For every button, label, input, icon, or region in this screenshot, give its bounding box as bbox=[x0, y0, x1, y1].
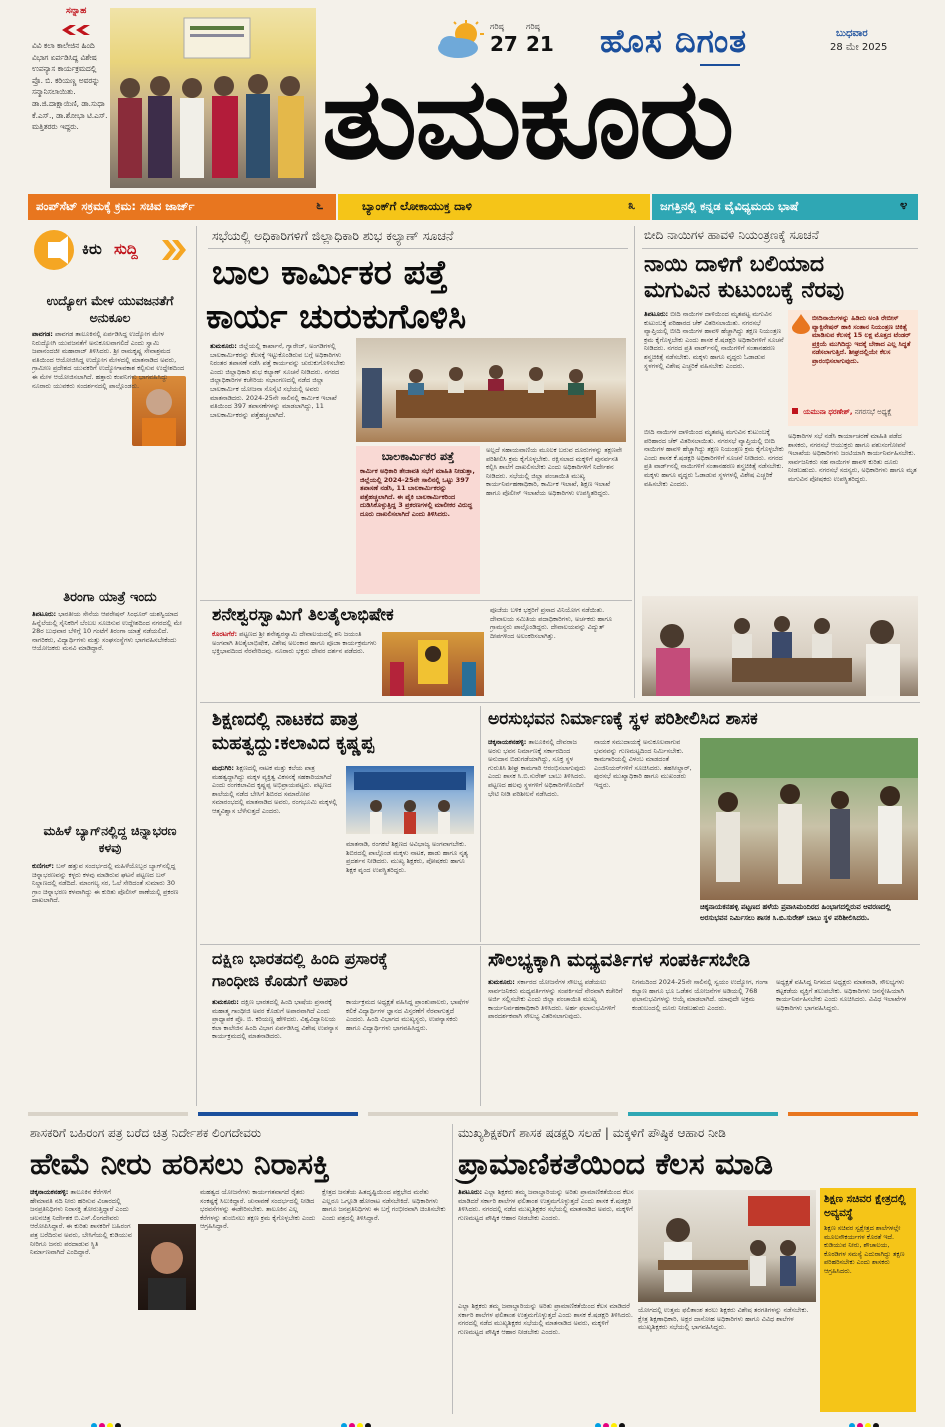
lead-body bbox=[210, 342, 352, 596]
lingadevaru-photo bbox=[138, 1224, 196, 1310]
hindi-col2: ಕಾರ್ಯಕ್ರಮದ ಅಧ್ಯಕ್ಷತೆ ವಹಿಸಿದ್ದ ಪ್ರಾಂಶುಪಾಲರು, ಭಾಷೆಗಳ ಕಲಿಕೆ ವಿದ್ಯಾರ್ಥಿಗಳ ಜ್ಞಾನದ ವಿಸ್ತರಣೆಗೆ ನೆರವಾಗುತ್ತದೆ ಎಂದರು. ಹಿಂದಿ ವಿಭಾಗದ ಮುಖ್ಯಸ್ಥರು, ಉಪನ್ಯಾಸಕರು ಹಾಗೂ ವಿದ್ಯಾರ್ಥಿಗಳು ಭಾಗವಹಿಸಿದ್ದರು. bbox=[346, 998, 469, 1032]
dog-box-text: ಬೀದಿನಾಯಿಗಳನ್ನು ಹಿಡಿದು ಅಂತಿ ರೇಬೀಸ್ ವ್ಯಾಕ್ಸಿನೇಷನ್ ಹಾಕಿ ಸಂತಾನ ನಿಯಂತ್ರಣ ಚಿಕಿತ್ಸೆ ಮಾಡಿಸುವ ಕೆಲಸಕ್ಕೆ 15 ಲಕ್ಷ ಮೊತ್ತದ ಟೆಂಡರ್ ಪ್ರಕ್ರಿಯೆ ಮುಗಿದಿದ್ದು ಇದಕ್ಕೆ ಬೇಕಾದ ಎಲ್ಲ ಸಿದ್ಧತೆ ನಡೆಸಲಾಗುತ್ತಿದೆ. ಶೀಘ್ರದಲ್ಲಿಯೇ ಕೆಲಸ ಪ್ರಾರಂಭಿಸಲಾಗುವುದು. bbox=[812, 314, 911, 365]
drama-body bbox=[212, 764, 340, 942]
kirusuddi-item1-byline: ಪಾವಗಡ: bbox=[32, 330, 53, 338]
shani-body bbox=[212, 630, 380, 696]
lingadevaru-body-text: ತಾಲೂಕಿನ ಕೆರೆಗಳಿಗೆ ಹೇಮಾವತಿ ನದಿ ನೀರು ಹರಿಸುವ ವಿಚಾರದಲ್ಲಿ ಜನಪ್ರತಿನಿಧಿಗಳು ನಿರಾಸಕ್ತಿ ತೋರುತ್ತಿದ್ದಾರೆ ಎಂದು ಚಲನಚಿತ್ರ ನಿರ್ದೇಶಕ ಬಿ.ಎಸ್.ಲಿಂಗದೇವರು ಆರೋಪಿಸಿದ್ದಾರೆ. ಈ ಕುರಿತು ಶಾಸಕರಿಗೆ ಬಹಿರಂಗ ಪತ್ರ ಬರೆದಿರುವ ಅವರು, ಬೇಸಿಗೆಯಲ್ಲಿ ಕುಡಿಯುವ ನೀರಿಗೂ ಜನರು ಪರದಾಡುವ ಸ್ಥಿತಿ ನಿರ್ಮಾಣವಾಗಿದೆ ಎಂದಿದ್ದಾರೆ. bbox=[30, 1188, 132, 1257]
drama-body-text: ಶಿಕ್ಷಣದಲ್ಲಿ ನಾಟಕ ಮತ್ತು ಕಲೆಯ ಪಾತ್ರ ಮಹತ್ವದ್ದಾಗಿದ್ದು ಮಕ್ಕಳ ವ್ಯಕ್ತಿತ್ವ ವಿಕಸನಕ್ಕೆ ಸಹಕಾರಿಯಾಗಿದೆ ಎಂದು ರಂಗಕಲಾವಿದ ಕೃಷ್ಣಪ್ಪ ಅಭಿಪ್ರಾಯಪಟ್ಟರು. ಪಟ್ಟಣದ ಶಾಲೆಯಲ್ಲಿ ನಡೆದ ಬೇಸಿಗೆ ಶಿಬಿರದ ಸಮಾರೋಪ ಸಮಾರಂಭದಲ್ಲಿ ಮಾತನಾಡಿದ ಅವರು, ರಂಗಭೂಮಿ ಮಕ್ಕಳಲ್ಲಿ ಆತ್ಮವಿಶ್ವಾಸ ಬೆಳೆಸುತ್ತದೆ ಎಂದರು. bbox=[212, 764, 338, 815]
dog-col1b: ಬೀದಿ ನಾಯಿಗಳ ದಾಳಿಯಿಂದ ಮೃತಪಟ್ಟ ಮಗುವಿನ ಕುಟುಂಬಕ್ಕೆ ಪರಿಹಾರದ ಚೆಕ್ ವಿತರಿಸಲಾಯಿತು. ನಗರಸಭೆ ವ್ಯಾಪ್ತಿಯಲ್ಲಿ ಬೀದಿ ನಾಯಿಗಳ ಹಾವಳಿ ಹೆಚ್ಚಾಗಿದ್ದು ತಕ್ಷಣ ನಿಯಂತ್ರಣ ಕ್ರಮ ಕೈಗೊಳ್ಳಬೇಕು ಎಂದು ಶಾಸಕ ಕೆ.ಷಡಕ್ಷರಿ ಅಧಿಕಾರಿಗಳಿಗೆ ಸೂಚನೆ ನೀಡಿದರು. ನಗರದ ಪ್ರತಿ ವಾರ್ಡ್‌ನಲ್ಲಿ ನಾಯಿಗಳಿಗೆ ಸಂತಾನಹರಣ ಶಸ್ತ್ರಚಿಕಿತ್ಸೆ ನಡೆಸಬೇಕು. ಮಕ್ಕಳು ಹಾಗೂ ವೃದ್ಧರು ಓಡಾಡುವ ಸ್ಥಳಗಳಲ್ಲಿ ವಿಶೇಷ ಎಚ್ಚರಿಕೆ ವಹಿಸಬೇಕು ಎಂದರು. bbox=[644, 428, 784, 488]
drop-icon bbox=[792, 314, 810, 334]
lead-headline-2: ಕಾರ್ಯ ಚುರುಕುಗೊಳಿಸಿ bbox=[206, 297, 467, 337]
shani-headline: ಶನೇಶ್ವರಸ್ವಾಮಿಗೆ ತಿಲತೈಲಾಭಿಷೇಕ bbox=[212, 605, 394, 625]
chevron-badge-icon bbox=[62, 20, 96, 30]
palace-caption: ಚಿಕ್ಕನಾಯಕನಹಳ್ಳಿ ಪಟ್ಟಣದ ಹಳೆಯ ಪ್ರವಾಸಿಮಂದಿರದ ಹಿಂಭಾಗದಲ್ಲಿರುವ ಆವರಣದಲ್ಲಿ ಅರಸುಭವನ ನಿರ್ಮಿಸಲು ಶಾಸಕ ಸಿ.ಬಿ.ಸುರೇಶ್ ಬಾಬು ಸ್ಥಳ ಪರಿಶೀಲಿಸಿದರು. bbox=[700, 903, 891, 922]
kirusuddi-label-a: ಕಿರು bbox=[82, 240, 102, 258]
dog-box-attribution bbox=[792, 408, 914, 417]
dog-body-text: ಬೀದಿ ನಾಯಿಗಳ ದಾಳಿಯಿಂದ ಮೃತಪಟ್ಟ ಮಗುವಿನ ಕುಟುಂಬಕ್ಕೆ ಪರಿಹಾರದ ಚೆಕ್ ವಿತರಿಸಲಾಯಿತು. ನಗರಸಭೆ ವ್ಯಾಪ್ತಿಯಲ್ಲಿ ಬೀದಿ ನಾಯಿಗಳ ಹಾವಳಿ ಹೆಚ್ಚಾಗಿದ್ದು ತಕ್ಷಣ ನಿಯಂತ್ರಣ ಕ್ರಮ ಕೈಗೊಳ್ಳಬೇಕು ಎಂದು ಶಾಸಕ ಕೆ.ಷಡಕ್ಷರಿ ಅಧಿಕಾರಿಗಳಿಗೆ ಸೂಚನೆ ನೀಡಿದರು. ನಗರದ ಪ್ರತಿ ವಾರ್ಡ್‌ನಲ್ಲಿ ನಾಯಿಗಳಿಗೆ ಸಂತಾನಹರಣ ಶಸ್ತ್ರಚಿಕಿತ್ಸೆ ನಡೆಸಬೇಕು. ಮಕ್ಕಳು ಹಾಗೂ ವೃದ್ಧರು ಓಡಾಡುವ ಸ್ಥಳಗಳಲ್ಲಿ ವಿಶೇಷ ಎಚ್ಚರಿಕೆ ವಹಿಸಬೇಕು ಎಂದರು. bbox=[644, 310, 784, 370]
palace-body-text: ತಾಲೂಕಿನಲ್ಲಿ ದೇವರಾಜ ಅರಸು ಭವನ ನಿರ್ಮಾಣಕ್ಕೆ ಸರ್ಕಾರದಿಂದ ಅನುದಾನ ಬಿಡುಗಡೆಯಾಗಿದ್ದು, ಸೂಕ್ತ ಸ್ಥಳ ಗುರುತಿಸಿ ಶೀಘ್ರ ಕಾಮಗಾರಿ ಆರಂಭಿಸಲಾಗುವುದು ಎಂದು ಶಾಸಕ ಸಿ.ಬಿ.ಸುರೇಶ್ ಬಾಬು ತಿಳಿಸಿದರು. ಪಟ್ಟಣದ ಹಲವು ಸ್ಥಳಗಳಿಗೆ ಅಧಿಕಾರಿಗಳೊಂದಿಗೆ ಭೇಟಿ ನೀಡಿ ಪರಿಶೀಲನೆ ನಡೆಸಿದರು. bbox=[488, 738, 586, 798]
megaphone-icon bbox=[34, 230, 74, 270]
drama-headline-1: ಶಿಕ್ಷಣದಲ್ಲಿ ನಾಟಕದ ಪಾತ್ರ bbox=[212, 709, 359, 730]
lead-kicker: ಸಭೆಯಲ್ಲಿ ಅಧಿಕಾರಿಗಳಿಗೆ ಜಿಲ್ಲಾಧಿಕಾರಿ ಶುಭ ಕಲ್ಯಾಣ್ ಸೂಚನೆ bbox=[212, 228, 454, 243]
drama-headline-2: ಮಹತ್ವದ್ದು:ಕಲಾವಿದ ಕೃಷ್ಣಪ್ಪ bbox=[212, 733, 375, 754]
civic-col2: ನಿಗಮದಿಂದ 2024-25ನೇ ಸಾಲಿನಲ್ಲಿ ಸ್ವಯಂ ಉದ್ಯೋಗ, ಗಂಗಾ ಕಲ್ಯಾಣ ಹಾಗೂ ಭೂ ಒಡೆತನ ಯೋಜನೆಗಳ ಅಡಿಯಲ್ಲಿ 768 ಫಲಾನುಭವಿಗಳನ್ನು ಆಯ್ಕೆ ಮಾಡಲಾಗಿದೆ. ಯಾವುದೇ ಅಕ್ರಮ ಕಂಡುಬಂದಲ್ಲಿ ದೂರು ನೀಡಬಹುದು ಎಂದರು. bbox=[632, 978, 768, 1012]
kirusuddi-item2-title: ತಿರಂಗಾ ಯಾತ್ರೆ ಇಂದು bbox=[63, 590, 157, 605]
shani-body-text: ಪಟ್ಟಣದ ಶ್ರೀ ಶನೇಶ್ವರಸ್ವಾಮಿ ದೇವಾಲಯದಲ್ಲಿ ಶನಿ ಜಯಂತಿ ಅಂಗವಾಗಿ ತಿಲತೈಲಾಭಿಷೇಕ, ವಿಶೇಷ ಅಲಂಕಾರ ಹಾಗೂ ಪೂಜಾ ಕಾರ್ಯಕ್ರಮಗಳು ಭಕ್ತಿಭಾವದಿಂದ ನೆರವೇರಿದವು. ನೂರಾರು ಭಕ್ತರು ದೇವರ ದರ್ಶನ ಪಡೆದರು. bbox=[212, 630, 377, 656]
top-photo-caption: ವಿವಿ ಕಲಾ ಕಾಲೇಜಿನ ಹಿಂದಿ ವಿಭಾಗ ಏರ್ಪಡಿಸಿದ್ದ ವಿಶೇಷ ಉಪನ್ಯಾಸ ಕಾರ್ಯಕ್ರಮದಲ್ಲಿ ಪ್ರೊ. ಬಿ. ಕರಿಯಣ್ಣ ಅವರನ್ನು ಸನ್ಮಾನಿಸಲಾಯಿತು. ಡಾ.ಜಿ.ದಾಕ್ಷಾಯಿಣಿ, ಡಾ.ಸುಧಾ ಕೆ.ಎಸ್., ಡಾ.ಶೋಭಾ ಟಿ.ಎಸ್. ಮತ್ತಿತರರು ಇದ್ದರು. bbox=[32, 41, 108, 132]
teaser-1-text: ಪಂಪ್‌ಸೆಟ್ ಸಕ್ರಮಕ್ಕೆ ಕ್ರಮ: ಸಚಿವ ಜಾರ್ಜ್ bbox=[36, 199, 195, 213]
drama-palace-divider bbox=[480, 706, 481, 942]
bullet-icon bbox=[792, 408, 798, 414]
dog-headline-2: ಮಗುವಿನ ಕುಟುಂಬಕ್ಕೆ ನೆರವು bbox=[644, 278, 845, 303]
kirusuddi-item3-body bbox=[32, 862, 186, 1102]
hindi-body bbox=[212, 998, 340, 1104]
civic-col3: ಅಧ್ಯಕ್ಷತೆ ವಹಿಸಿದ್ದ ನಿಗಮದ ಅಧ್ಯಕ್ಷರು ಮಾತನಾಡಿ, ಸೌಲಭ್ಯಗಳು ಕಟ್ಟಕಡೆಯ ವ್ಯಕ್ತಿಗೆ ತಲುಪಬೇಕು. ಅಧಿಕಾರಿಗಳು ಜನಸ್ನೇಹಿಯಾಗಿ ಕಾರ್ಯನಿರ್ವಹಿಸಬೇಕು ಎಂದು ಸೂಚಿಸಿದರು. ವಿವಿಧ ಇಲಾಖೆಗಳ ಅಧಿಕಾರಿಗಳು ಭಾಗವಹಿಸಿದ್ದರು. bbox=[776, 978, 907, 1012]
section-color-band bbox=[28, 1112, 918, 1116]
palace-col2: ನಾಯಕ ಸಮುದಾಯಕ್ಕೆ ಅನುಕೂಲವಾಗುವ ಭವನವನ್ನು ಗುಣಮಟ್ಟದಿಂದ ನಿರ್ಮಿಸಬೇಕು. ಕಾಮಗಾರಿಯಲ್ಲಿ ವಿಳಂಬ ಮಾಡದಂತೆ ಎಂಜಿನಿಯರ್‌ಗಳಿಗೆ ಸೂಚಿಸಿದರು. ತಹಸೀಲ್ದಾರ್, ಪುರಸಭೆ ಮುಖ್ಯಾಧಿಕಾರಿ ಹಾಗೂ ಮುಖಂಡರು ಇದ್ದರು. bbox=[594, 738, 692, 789]
honesty-byline: ತಿಪಟೂರು: bbox=[458, 1188, 483, 1196]
lingadevaru-headline: ಹೇಮೆ ನೀರು ಹರಿಸಲು ನಿರಾಸಕ್ತಿ bbox=[30, 1147, 330, 1182]
masthead bbox=[0, 0, 945, 192]
mid-rule bbox=[200, 702, 920, 703]
kirusuddi-item3-title: ಮಹಿಳೆ ಬ್ಯಾಗ್‌ನಲ್ಲಿದ್ದ ಚಿನ್ನಾಭರಣ ಕಳವು bbox=[43, 823, 177, 855]
hindi-story[interactable] bbox=[200, 946, 478, 1106]
dog-byline: ತಿಪಟೂರು: bbox=[644, 310, 669, 318]
teaser-1-page: ೬ bbox=[316, 198, 324, 213]
drama-col2: ಮಾತನಾಡಿ, ರಂಗಕಲೆ ಶಿಕ್ಷಣದ ಅವಿಭಾಜ್ಯ ಅಂಗವಾಗಬೇಕು. ಶಿಬಿರದಲ್ಲಿ ಪಾಲ್ಗೊಂಡ ಮಕ್ಕಳು ನಾಟಕ, ಹಾಡು ಹಾಗೂ ನೃತ್ಯ ಪ್ರದರ್ಶನ ನೀಡಿದರು. ಮುಖ್ಯ ಶಿಕ್ಷಕರು, ಪೋಷಕರು ಹಾಗೂ ಶಿಕ್ಷಕ ವೃಂದ ಉಪಸ್ಥಿತರಿದ್ದರು. bbox=[346, 840, 468, 874]
dog-quote-box bbox=[788, 310, 918, 426]
min-temp-label: ಗರಿಷ್ಠ bbox=[526, 22, 540, 31]
dog-box-name: ಯಮುನಾ ಧರಣೇಶ್, bbox=[803, 408, 853, 416]
shani-byline: ಕೊರಟಗೆರೆ: bbox=[212, 630, 238, 638]
lead-byline: ತುಮಕೂರು: bbox=[210, 342, 237, 350]
honesty-box-body: ಶಿಕ್ಷಣ ಸಚಿವರ ಸ್ವಕ್ಷೇತ್ರದ ಶಾಲೆಗಳಲ್ಲೇ ಮೂಲಸೌಕರ್ಯಗಳ ಕೊರತೆ ಇದೆ. ಕುಡಿಯುವ ನೀರು, ಶೌಚಾಲಯ, ಕೊಠಡಿಗಳ ಸಮಸ್ಯೆ ಎದುರಾಗಿದ್ದು ತಕ್ಷಣ ಪರಿಹರಿಸಬೇಕು ಎಂದು ಶಾಸಕರು ಆಗ್ರಹಿಸಿದರು. bbox=[824, 1224, 905, 1275]
dog-photo bbox=[642, 596, 918, 696]
hindi-body-text: ದಕ್ಷಿಣ ಭಾರತದಲ್ಲಿ ಹಿಂದಿ ಭಾಷೆಯ ಪ್ರಸಾರಕ್ಕೆ ಮಹಾತ್ಮ ಗಾಂಧೀಜಿ ಅವರ ಕೊಡುಗೆ ಅಪಾರವಾಗಿದೆ ಎಂದು ಪ್ರಾಧ್ಯಾಪಕ ಪ್ರೊ. ಬಿ. ಕರಿಯಣ್ಣ ಹೇಳಿದರು. ವಿಶ್ವವಿದ್ಯಾನಿಲಯ ಕಲಾ ಕಾಲೇಜಿನ ಹಿಂದಿ ವಿಭಾಗ ಏರ್ಪಡಿಸಿದ್ದ ವಿಶೇಷ ಉಪನ್ಯಾಸ ಕಾರ್ಯಕ್ರಮದಲ್ಲಿ ಮಾತನಾಡಿದರು. bbox=[212, 998, 339, 1041]
hindi-headline-1: ದಕ್ಷಿಣ ಭಾರತದಲ್ಲಿ ಹಿಂದಿ ಪ್ರಸಾರಕ್ಕೆ bbox=[212, 949, 388, 968]
kirusuddi-label-b: ಸುದ್ದಿ bbox=[114, 240, 138, 258]
left-column-divider bbox=[196, 226, 197, 1106]
mid-rule-2 bbox=[200, 944, 920, 945]
palace-body bbox=[488, 738, 590, 940]
lingadevaru-story[interactable] bbox=[28, 1124, 448, 1414]
palace-headline: ಅರಸುಭವನ ನಿರ್ಮಾಣಕ್ಕೆ ಸ್ಥಳ ಪರಿಶೀಲಿಸಿದ ಶಾಸಕ bbox=[488, 709, 758, 729]
honesty-col1b: ಎಲ್ಲಾ ಶಿಕ್ಷಕರು ತಮ್ಮ ಜವಾಬ್ದಾರಿಯನ್ನು ಅರಿತು ಪ್ರಾಮಾಣಿಕತೆಯಿಂದ ಕೆಲಸ ಮಾಡಿದರೆ ಸರ್ಕಾರಿ ಶಾಲೆಗಳ ಫಲಿತಾಂಶ ಉತ್ತಮಗೊಳ್ಳುತ್ತದೆ ಎಂದು ಶಾಸಕ ಕೆ.ಷಡಕ್ಷರಿ ತಿಳಿಸಿದರು. ನಗರದಲ್ಲಿ ನಡೆದ ಮುಖ್ಯಶಿಕ್ಷಕರ ಸಭೆಯಲ್ಲಿ ಮಾತನಾಡಿದ ಅವರು, ಮಕ್ಕಳಿಗೆ ಗುಣಮಟ್ಟದ ಪೌಷ್ಠಿಕ ಆಹಾರ ನೀಡಬೇಕು ಎಂದರು. bbox=[458, 1302, 633, 1336]
drama-photo bbox=[346, 766, 474, 834]
kirusuddi-item3-byline: ಕುಣಿಗಲ್: bbox=[32, 862, 55, 870]
honesty-body-text: ಎಲ್ಲಾ ಶಿಕ್ಷಕರು ತಮ್ಮ ಜವಾಬ್ದಾರಿಯನ್ನು ಅರಿತು ಪ್ರಾಮಾಣಿಕತೆಯಿಂದ ಕೆಲಸ ಮಾಡಿದರೆ ಸರ್ಕಾರಿ ಶಾಲೆಗಳ ಫಲಿತಾಂಶ ಉತ್ತಮಗೊಳ್ಳುತ್ತದೆ ಎಂದು ಶಾಸಕ ಕೆ.ಷಡಕ್ಷರಿ ತಿಳಿಸಿದರು. ನಗರದಲ್ಲಿ ನಡೆದ ಮುಖ್ಯಶಿಕ್ಷಕರ ಸಭೆಯಲ್ಲಿ ಮಾತನಾಡಿದ ಅವರು, ಮಕ್ಕಳಿಗೆ ಗುಣಮಟ್ಟದ ಪೌಷ್ಠಿಕ ಆಹಾರ ನೀಡಬೇಕು ಎಂದರು. bbox=[458, 1188, 634, 1222]
shani-top-rule bbox=[200, 600, 632, 601]
top-photo bbox=[110, 8, 316, 188]
lingadevaru-col2: ಮಹತ್ವದ ಯೋಜನೆಗಳು ಕಾರ್ಯಗತವಾಗದೆ ರೈತರು ಸಂಕಷ್ಟಕ್ಕೆ ಸಿಲುಕಿದ್ದಾರೆ. ಚುನಾವಣೆ ಸಂದರ್ಭದಲ್ಲಿ ನೀಡಿದ ಭರವಸೆಗಳನ್ನು ಈಡೇರಿಸಬೇಕು. ತಾಲೂಕಿನ ಎಲ್ಲ ಕೆರೆಗಳನ್ನು ತುಂಬಿಸಲು ತಕ್ಷಣ ಕ್ರಮ ಕೈಗೊಳ್ಳಬೇಕು ಎಂದು ಆಗ್ರಹಿಸಿದ್ದಾರೆ. bbox=[200, 1188, 316, 1231]
drama-story[interactable] bbox=[200, 706, 478, 944]
honesty-col2: ಯೋಗದಲ್ಲಿ ಉತ್ತಮ ಫಲಿತಾಂಶ ತರಲು ಶಿಕ್ಷಕರು ವಿಶೇಷ ತರಗತಿಗಳನ್ನು ನಡೆಸಬೇಕು. ಕ್ಷೇತ್ರ ಶಿಕ್ಷಣಾಧಿಕಾರಿ, ಅಕ್ಷರ ದಾಸೋಹ ಅಧಿಕಾರಿಗಳು ಹಾಗೂ ವಿವಿಧ ಶಾಲೆಗಳ ಮುಖ್ಯಶಿಕ್ಷಕರು ಸಭೆಯಲ್ಲಿ ಭಾಗವಹಿಸಿದ್ದರು. bbox=[638, 1306, 809, 1332]
brand-logo: ಹೊಸ ದಿಗಂತ bbox=[600, 22, 748, 60]
issue-date: 28 ಮೇ 2025 bbox=[830, 42, 888, 53]
dog-box-role: ನಗರಸಭೆ ಅಧ್ಯಕ್ಷೆ bbox=[854, 408, 892, 416]
dog-kicker-rule bbox=[642, 248, 918, 249]
hindi-byline: ತುಮಕೂರು: bbox=[212, 998, 239, 1006]
city-title: ತುಮಕೂರು bbox=[322, 54, 733, 184]
lead-story[interactable] bbox=[200, 226, 630, 598]
teaser-1[interactable] bbox=[28, 194, 336, 220]
dog-story[interactable] bbox=[638, 226, 920, 698]
kirusuddi-item2-byline: ತಿಪಟೂರು: bbox=[32, 610, 57, 618]
min-temp: 21 bbox=[526, 32, 554, 56]
drama-byline: ಮಧುಗಿರಿ: bbox=[212, 764, 235, 772]
honesty-photo bbox=[638, 1190, 816, 1302]
lead-dog-divider bbox=[634, 226, 635, 698]
max-temp-label: ಗರಿಷ್ಠ bbox=[490, 22, 504, 31]
teaser-3[interactable] bbox=[652, 194, 918, 220]
honesty-box-title: ಶಿಕ್ಷಣ ಸಚಿವರ ಕ್ಷೇತ್ರದಲ್ಲಿ ಅವ್ಯವಸ್ಥೆ bbox=[824, 1193, 906, 1219]
lingadevaru-kicker: ಶಾಸಕರಿಗೆ ಬಹಿರಂಗ ಪತ್ರ ಬರೆದ ಚಿತ್ರ ನಿರ್ದೇಶಕ ಲಿಂಗದೇವರು bbox=[30, 1126, 262, 1140]
honesty-kicker: ಮುಖ್ಯಶಿಕ್ಷಕರಿಗೆ ಶಾಸಕ ಷಡಕ್ಷರಿ ಸಲಹೆ | ಮಕ್ಕಳಿಗೆ ಪೌಷ್ಠಿಕ ಆಹಾರ ನೀಡಿ bbox=[458, 1126, 726, 1140]
civic-body bbox=[488, 978, 626, 1104]
civic-story[interactable] bbox=[484, 946, 920, 1106]
kirusuddi-header bbox=[34, 230, 186, 270]
palace-photo bbox=[700, 738, 918, 900]
issue-day: ಬುಧವಾರ bbox=[836, 28, 868, 39]
teaser-2-page: ೩ bbox=[628, 198, 636, 213]
shani-story[interactable] bbox=[200, 602, 632, 698]
hindi-civic-divider bbox=[480, 946, 481, 1106]
civic-body-text: ಸರ್ಕಾರದ ಯೋಜನೆಗಳ ಸೌಲಭ್ಯ ಪಡೆಯಲು ಸಾರ್ವಜನಿಕರು ಮಧ್ಯವರ್ತಿಗಳನ್ನು ಸಂಪರ್ಕಿಸದೆ ನೇರವಾಗಿ ಕಚೇರಿಗೆ ಅರ್ಜಿ ಸಲ್ಲಿಸಬೇಕು ಎಂದು ಜಿಲ್ಲಾ ಪಂಚಾಯಿತಿ ಮುಖ್ಯ ಕಾರ್ಯನಿರ್ವಹಣಾಧಿಕಾರಿ ತಿಳಿಸಿದರು. ಅರ್ಹ ಫಲಾನುಭವಿಗಳಿಗೆ ಪಾರದರ್ಶಕವಾಗಿ ಸೌಲಭ್ಯ ವಿತರಿಸಲಾಗುವುದು. bbox=[488, 978, 623, 1021]
lingadevaru-body bbox=[30, 1188, 134, 1412]
lead-photo bbox=[356, 338, 626, 442]
kirusuddi-item3-text: ಬಸ್ ಹತ್ತುವ ಸಂದರ್ಭದಲ್ಲಿ ಮಹಿಳೆಯೊಬ್ಬರ ಬ್ಯಾಗ್‌ನಲ್ಲಿದ್ದ ಚಿನ್ನಾಭರಣವನ್ನು ಕಳ್ಳರು ಕಳವು ಮಾಡಿರುವ ಘಟನೆ ಪಟ್ಟಣದ ಬಸ್ ನಿಲ್ದಾಣದಲ್ಲಿ ನಡೆದಿದೆ. ಮಾಂಗಲ್ಯ ಸರ, ಓಲೆ ಸೇರಿದಂತೆ ಸುಮಾರು 30 ಗ್ರಾಂ ಚಿನ್ನಾಭರಣ ಕಳವಾಗಿದ್ದು ಈ ಕುರಿತು ಪೊಲೀಸ್ ಠಾಣೆಯಲ್ಲಿ ಪ್ರಕರಣ ದಾಖಲಾಗಿದೆ. bbox=[32, 862, 179, 905]
honesty-story[interactable] bbox=[456, 1124, 918, 1414]
bottom-divider bbox=[452, 1124, 453, 1414]
lead-box-title: ಬಾಲಕಾರ್ಮಿಕರ ಪತ್ತೆ bbox=[381, 450, 455, 463]
teaser-strip bbox=[28, 194, 918, 220]
lead-sidebar-box bbox=[356, 446, 480, 594]
civic-headline: ಸೌಲಭ್ಯಕ್ಕಾಗಿ ಮಧ್ಯವರ್ತಿಗಳ ಸಂಪರ್ಕಿಸಬೇಡಿ bbox=[488, 949, 751, 971]
civic-byline: ತುಮಕೂರು: bbox=[488, 978, 515, 986]
chevrons-icon bbox=[162, 240, 188, 260]
honesty-sidebar-box bbox=[820, 1188, 916, 1412]
dog-body bbox=[644, 310, 786, 424]
lead-col3: ಅಲ್ಲದೆ ಸಹಾಯವಾಣಿಯ ಮೂಲಕ ಬರುವ ದೂರುಗಳನ್ನು ತಕ್ಷಣವೇ ಪರಿಶೀಲಿಸಿ ಕ್ರಮ ಕೈಗೊಳ್ಳಬೇಕು. ರಕ್ಷಿಸಲಾದ ಮಕ್ಕಳಿಗೆ ಪುನರ್ವಸತಿ ಕಲ್ಪಿಸಿ ಶಾಲೆಗೆ ದಾಖಲಿಸಬೇಕು ಎಂದು ಅಧಿಕಾರಿಗಳಿಗೆ ನಿರ್ದೇಶನ ನೀಡಿದರು. ಸಭೆಯಲ್ಲಿ ಜಿಲ್ಲಾ ಪಂಚಾಯಿತಿ ಮುಖ್ಯ ಕಾರ್ಯನಿರ್ವಹಣಾಧಿಕಾರಿ, ಕಾರ್ಮಿಕ ಇಲಾಖೆ, ಶಿಕ್ಷಣ ಇಲಾಖೆ ಹಾಗೂ ಪೊಲೀಸ್ ಇಲಾಖೆಯ ಅಧಿಕಾರಿಗಳು ಉಪಸ್ಥಿತರಿದ್ದರು. bbox=[486, 446, 623, 497]
lead-body-text: ಜಿಲ್ಲೆಯಲ್ಲಿ ಕಾರ್ಖಾನೆ, ಗ್ಯಾರೇಜ್, ಅಂಗಡಿಗಳಲ್ಲಿ ಬಾಲಕಾರ್ಮಿಕರನ್ನು ಕೆಲಸಕ್ಕೆ ಇಟ್ಟುಕೊಂಡಿರುವ ಬಗ್ಗೆ ಅಧಿಕಾರಿಗಳು ನಿರಂತರ ತಪಾಸಣೆ ನಡೆಸಿ ಪತ್ತೆ ಕಾರ್ಯವನ್ನು ಚುರುಕುಗೊಳಿಸಬೇಕು ಎಂದು ಜಿಲ್ಲಾಧಿಕಾರಿ ಶುಭ ಕಲ್ಯಾಣ್ ಸೂಚನೆ ನೀಡಿದರು. ನಗರದ ಜಿಲ್ಲಾಧಿಕಾರಿಗಳ ಕಚೇರಿಯ ಸಭಾಂಗಣದಲ್ಲಿ ನಡೆದ ಜಿಲ್ಲಾ ಬಾಲಕಾರ್ಮಿಕ ಯೋಜನಾ ಸೊಸೈಟಿ ಸಭೆಯಲ್ಲಿ ಅವರು ಮಾತನಾಡಿದರು. 2024-25ನೇ ಸಾಲಿನಲ್ಲಿ ಕಾರ್ಮಿಕ ಇಲಾಖೆ ವತಿಯಿಂದ 397 ತಪಾಸಣೆಗಳನ್ನು ಮಾಡಲಾಗಿದ್ದು, 11 ಬಾಲಕಾರ್ಮಿಕರನ್ನು ಪತ್ತೆಹಚ್ಚಲಾಗಿದೆ. bbox=[210, 342, 345, 419]
lead-box-body: ಕಾರ್ಮಿಕ ಅಧಿಕಾರಿ ತೇಜಾವತಿ ಸಭೆಗೆ ಮಾಹಿತಿ ನೀಡುತ್ತಾ, ಜಿಲ್ಲೆಯಲ್ಲಿ 2024-25ನೇ ಸಾಲಿನಲ್ಲಿ ಒಟ್ಟು 397 ತಪಾಸಣೆ ನಡೆಸಿ, 11 ಬಾಲಕಾರ್ಮಿಕರನ್ನು ಪತ್ತೆಹಚ್ಚಲಾಗಿದೆ. ಈ ಪೈಕಿ ಬಾಲಕಾರ್ಮಿಕರಿಂದ ದುಡಿಸಿಕೊಳ್ಳುತ್ತಿದ್ದ 3 ಪ್ರಕರಣಗಳಲ್ಲಿ ಮಾಲೀಕರ ವಿರುದ್ಧ ದೂರು ದಾಖಲಿಸಲಾಗಿದೆ ಎಂದು ತಿಳಿಸಿದರು. bbox=[360, 467, 475, 518]
lingadevaru-col3: ಕ್ಷೇತ್ರದ ಜನತೆಯ ಹಿತದೃಷ್ಟಿಯಿಂದ ಪಕ್ಷಭೇದ ಮರೆತು ಎಲ್ಲರೂ ಒಗ್ಗೂಡಿ ಹೋರಾಟ ನಡೆಸಬೇಕಿದೆ. ಅಧಿಕಾರಿಗಳು ಹಾಗೂ ಜನಪ್ರತಿನಿಧಿಗಳು ಈ ಬಗ್ಗೆ ಗಂಭೀರವಾಗಿ ಚಿಂತಿಸಬೇಕು ಎಂದು ಪತ್ರದಲ್ಲಿ ತಿಳಿಸಿದ್ದಾರೆ. bbox=[322, 1188, 446, 1222]
shani-photo bbox=[382, 632, 484, 696]
lead-headline-1: ಬಾಲ ಕಾರ್ಮಿಕರ ಪತ್ತೆ bbox=[212, 253, 448, 293]
honesty-body bbox=[458, 1188, 634, 1298]
kirusuddi-item1-title: ಉದ್ಯೋಗ ಮೇಳ ಯುವಜನತೆಗೆ ಅನುಕೂಲ bbox=[46, 293, 174, 325]
max-temp: 27 bbox=[490, 32, 518, 56]
kirusuddi-item1-body bbox=[32, 330, 186, 574]
dog-col2: ಅಧಿಕಾರಿಗಳ ಸಭೆ ನಡೆಸಿ ಕಾರ್ಯಾಚರಣೆ ಮಾಹಿತಿ ಪಡೆದ ಶಾಸಕರು, ನಗರಸಭೆ ಆಯುಕ್ತರು ಹಾಗೂ ಪಶುಸಂಗೋಪನೆ ಇಲಾಖೆಯ ಅಧಿಕಾರಿಗಳು ಜಂಟಿಯಾಗಿ ಕಾರ್ಯನಿರ್ವಹಿಸಬೇಕು. ಸಾರ್ವಜನಿಕರು ಸಹ ನಾಯಿಗಳ ಹಾವಳಿ ಕುರಿತು ದೂರು ನೀಡಬಹುದು. ನಗರಸಭೆ ಸದಸ್ಯರು, ಅಧಿಕಾರಿಗಳು ಹಾಗೂ ಮೃತ ಮಗುವಿನ ಪೋಷಕರು ಉಪಸ್ಥಿತರಿದ್ದರು. bbox=[788, 432, 917, 483]
registration-marks bbox=[0, 1416, 945, 1426]
teaser-3-text: ಜಗತ್ತಿನಲ್ಲಿ ಕನ್ನಡ ವೈವಿಧ್ಯಮಯ ಭಾಷೆ bbox=[660, 199, 799, 213]
dog-kicker: ಬೀದಿ ನಾಯಿಗಳ ಹಾವಳಿ ನಿಯಂತ್ರಣಕ್ಕೆ ಸೂಚನೆ bbox=[644, 228, 819, 242]
hindi-headline-2: ಗಾಂಧೀಜಿ ಕೊಡುಗೆ ಅಪಾರ bbox=[212, 971, 348, 990]
kirusuddi-column bbox=[28, 226, 192, 1106]
teaser-2[interactable] bbox=[338, 194, 650, 220]
kirusuddi-item2-body bbox=[32, 610, 186, 818]
teaser-3-page: ೪ bbox=[900, 198, 908, 213]
palace-story[interactable] bbox=[484, 706, 920, 942]
shani-col2: ಪೂಜೆಯ ಬಳಿಕ ಭಕ್ತರಿಗೆ ಪ್ರಸಾದ ವಿನಿಯೋಗ ನಡೆಯಿತು. ದೇವಾಲಯ ಸಮಿತಿಯ ಪದಾಧಿಕಾರಿಗಳು, ಅರ್ಚಕರು ಹಾಗೂ ಗ್ರಾಮಸ್ಥರು ಪಾಲ್ಗೊಂಡಿದ್ದರು. ದೇವಾಲಯವನ್ನು ವಿದ್ಯುತ್ ದೀಪಗಳಿಂದ ಅಲಂಕರಿಸಲಾಗಿತ್ತು. bbox=[490, 606, 612, 640]
kirusuddi-item2-text: ಭಾರತೀಯ ಸೇನೆಯ ಆಪರೇಷನ್ ಸಿಂಧೂರ್ ಯಶಸ್ವಿಯಾದ ಹಿನ್ನೆಲೆಯಲ್ಲಿ ಸೈನಿಕರಿಗೆ ಬೆಂಬಲ ಸೂಚಿಸುವ ಉದ್ದೇಶದಿಂದ ನಗರದಲ್ಲಿ ಮೇ 28ರ ಬುಧವಾರ ಬೆಳಿಗ್ಗೆ 10 ಗಂಟೆಗೆ ತಿರಂಗಾ ಯಾತ್ರೆ ನಡೆಯಲಿದೆ. ನಾಗರಿಕರು, ವಿದ್ಯಾರ್ಥಿಗಳು ಮತ್ತು ಸಂಘಸಂಸ್ಥೆಗಳು ಭಾಗವಹಿಸಬೇಕೆಂದು ಆಯೋಜಕರು ಮನವಿ ಮಾಡಿದ್ದಾರೆ. bbox=[32, 610, 182, 653]
palace-byline: ಚಿಕ್ಕನಾಯಕನಹಳ್ಳಿ: bbox=[488, 738, 527, 746]
samanya-badge: ಸನ್ನಾಹ bbox=[66, 6, 87, 16]
teaser-2-text: ಬ್ಯಾಂಕ್‌ಗೆ ಲೋಕಾಯುಕ್ತ ದಾಳಿ bbox=[362, 199, 472, 213]
honesty-headline: ಪ್ರಾಮಾಣಿಕತೆಯಿಂದ ಕೆಲಸ ಮಾಡಿ bbox=[458, 1147, 774, 1182]
dog-headline-1: ನಾಯಿ ದಾಳಿಗೆ ಬಲಿಯಾದ bbox=[644, 252, 825, 277]
lingadevaru-byline: ಚಿಕ್ಕನಾಯಕನಹಳ್ಳಿ: bbox=[30, 1188, 69, 1196]
lead-kicker-rule bbox=[208, 248, 628, 249]
kirusuddi-item1-text: ಪಾವಗಡ ತಾಲೂಕಿನಲ್ಲಿ ಏರ್ಪಡಿಸಿದ್ದ ಉದ್ಯೋಗ ಮೇಳ ನಿರುದ್ಯೋಗಿ ಯುವಜನತೆಗೆ ಅನುಕೂಲವಾಗಲಿದೆ ಎಂದು ಸ್ವಾಮಿ ಜಪಾನಂದಜೀ ಮಹಾರಾಜ್ ತಿಳಿಸಿದರು. ಶ್ರೀ ರಾಮಕೃಷ್ಣ ಸೇವಾಶ್ರಮದ ವತಿಯಿಂದ ಆಯೋಜಿಸಿದ್ದ ಉದ್ಯೋಗ ಮೇಳದಲ್ಲಿ ಮಾತನಾಡಿದ ಅವರು, ಗ್ರಾಮೀಣ ಪ್ರದೇಶದ ಯುವಕರಿಗೆ ಉದ್ಯೋಗಾವಕಾಶ ಕಲ್ಪಿಸುವ ಉದ್ದೇಶದಿಂದ ಈ ಮೇಳ ಆಯೋಜಿಸಲಾಗಿದೆ. ಹತ್ತಾರು ಕಂಪನಿಗಳು ಭಾಗವಹಿಸಿದ್ದು ನೂರಾರು ಯುವಕರು ಸಂದರ್ಶನದಲ್ಲಿ ಪಾಲ್ಗೊಂಡರು. bbox=[32, 330, 185, 390]
